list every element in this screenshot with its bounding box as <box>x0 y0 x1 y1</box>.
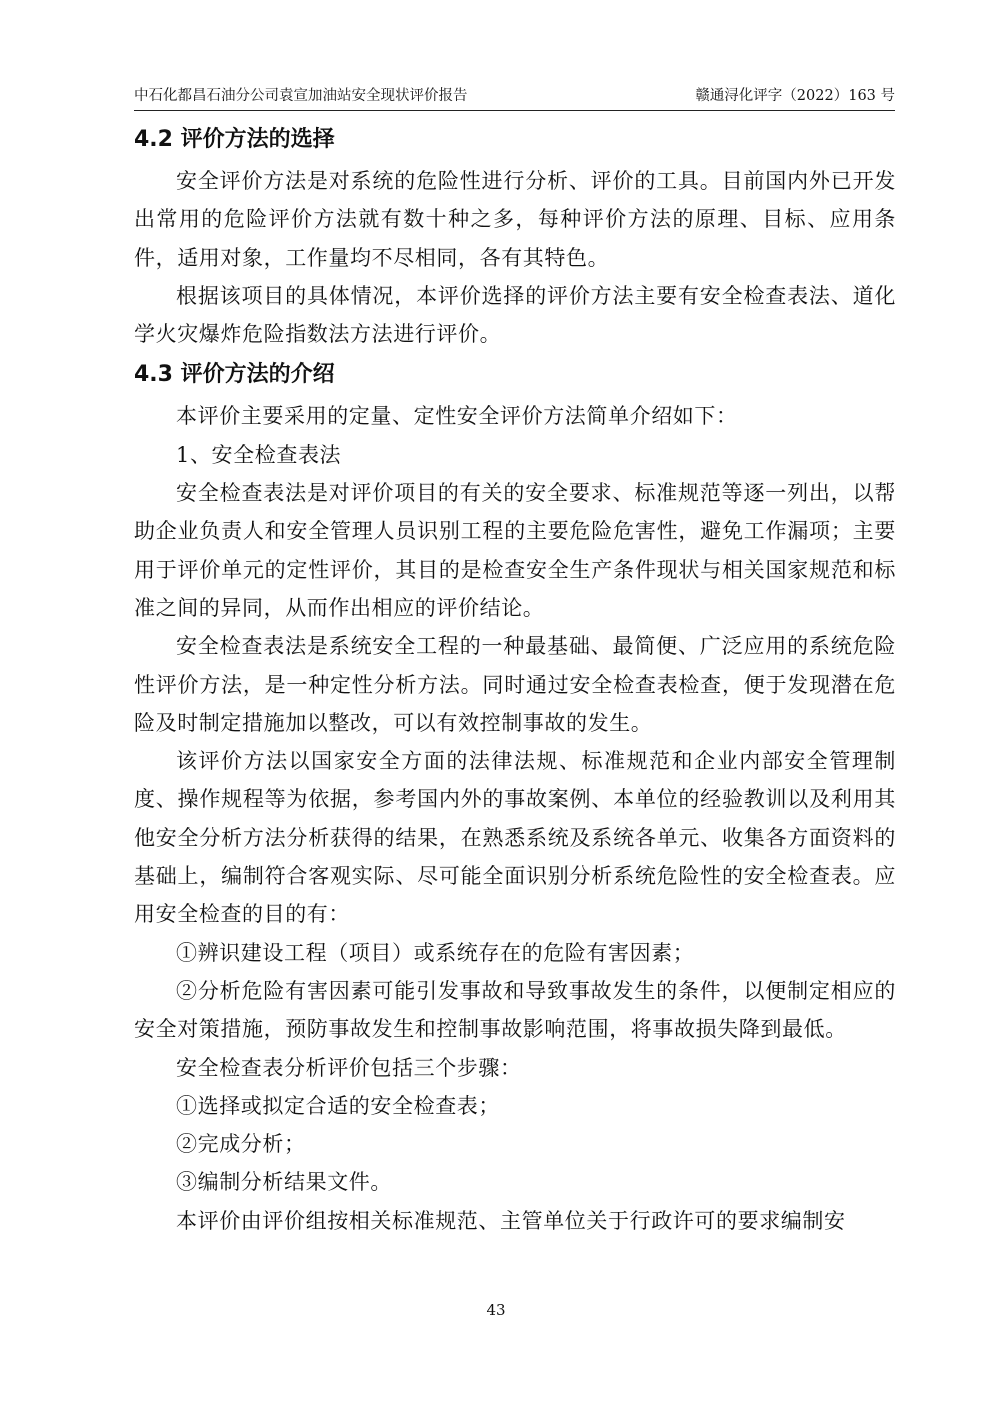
paragraph: 安全检查表法是对评价项目的有关的安全要求、标准规范等逐一列出，以帮助企业负责人和安全管理人员识别工程的主要危险危害性，避免工作漏项；主要用于评价单元的定性评价，其目的是检查安全生产条件现状与相关国家规范和标准之间的异同，从而作出相应的评价结论。 <box>134 481 896 620</box>
header-report-number: 赣通浔化评字（2022）163 号 <box>695 88 895 104</box>
list-item: ①选择或拟定合适的安全检查表； <box>176 1093 500 1118</box>
header-report-title: 中石化都昌石油分公司袁宣加油站安全现状评价报告 <box>134 88 468 104</box>
list-item: ②分析危险有害因素可能引发事故和导致事故发生的条件，以便制定相应的安全对策措施，预防事故发生和控制事故影响范围，将事故损失降到最低。 <box>134 978 896 1042</box>
page-header <box>134 86 895 106</box>
page-number: 43 <box>486 1301 506 1319</box>
section-4-3-title: 4.3 评价方法的介绍 <box>134 362 335 388</box>
section-4-2-title: 4.2 评价方法的选择 <box>134 127 335 152</box>
list-item: ①辨识建设工程（项目）或系统存在的危险有害因素； <box>176 940 695 965</box>
paragraph: 安全评价方法是对系统的危险性进行分析、评价的工具。目前国内外已开发出常用的危险评价方法就有数十种之多，每种评价方法的原理、目标、应用条件，适用对象，工作量均不尽相同，各有其特色。 <box>134 169 896 270</box>
paragraph: 本评价主要采用的定量、定性安全评价方法简单介绍如下： <box>176 404 738 429</box>
list-item: ②完成分析； <box>176 1132 306 1157</box>
list-item: ③编制分析结果文件。 <box>176 1170 392 1195</box>
paragraph: 本评价由评价组按相关标准规范、主管单位关于行政许可的要求编制安 <box>176 1208 846 1233</box>
page-body <box>134 118 896 1240</box>
paragraph: 安全检查表分析评价包括三个步骤： <box>176 1055 522 1080</box>
paragraph: 根据该项目的具体情况，本评价选择的评价方法主要有安全检查表法、道化学火灾爆炸危险指数法方法进行评价。 <box>134 283 896 347</box>
header-rule <box>134 110 895 111</box>
subsection-label: 1、安全检查表法 <box>176 442 342 467</box>
paragraph: 安全检查表法是系统安全工程的一种最基础、最简便、广泛应用的系统危险性评价方法，是一种定性分析方法。同时通过安全检查表检查，便于发现潜在危险及时制定措施加以整改，可以有效控制事故的发生。 <box>134 634 896 735</box>
paragraph: 该评价方法以国家安全方面的法律法规、标准规范和企业内部安全管理制度、操作规程等为依据，参考国内外的事故案例、本单位的经验教训以及利用其他安全分析方法分析获得的结果，在熟悉系统及系统各单元、收集各方面资料的基础上，编制符合客观实际、尽可能全面识别分析系统危险性的安全检查表。应用安全检查的目的有： <box>134 749 896 927</box>
